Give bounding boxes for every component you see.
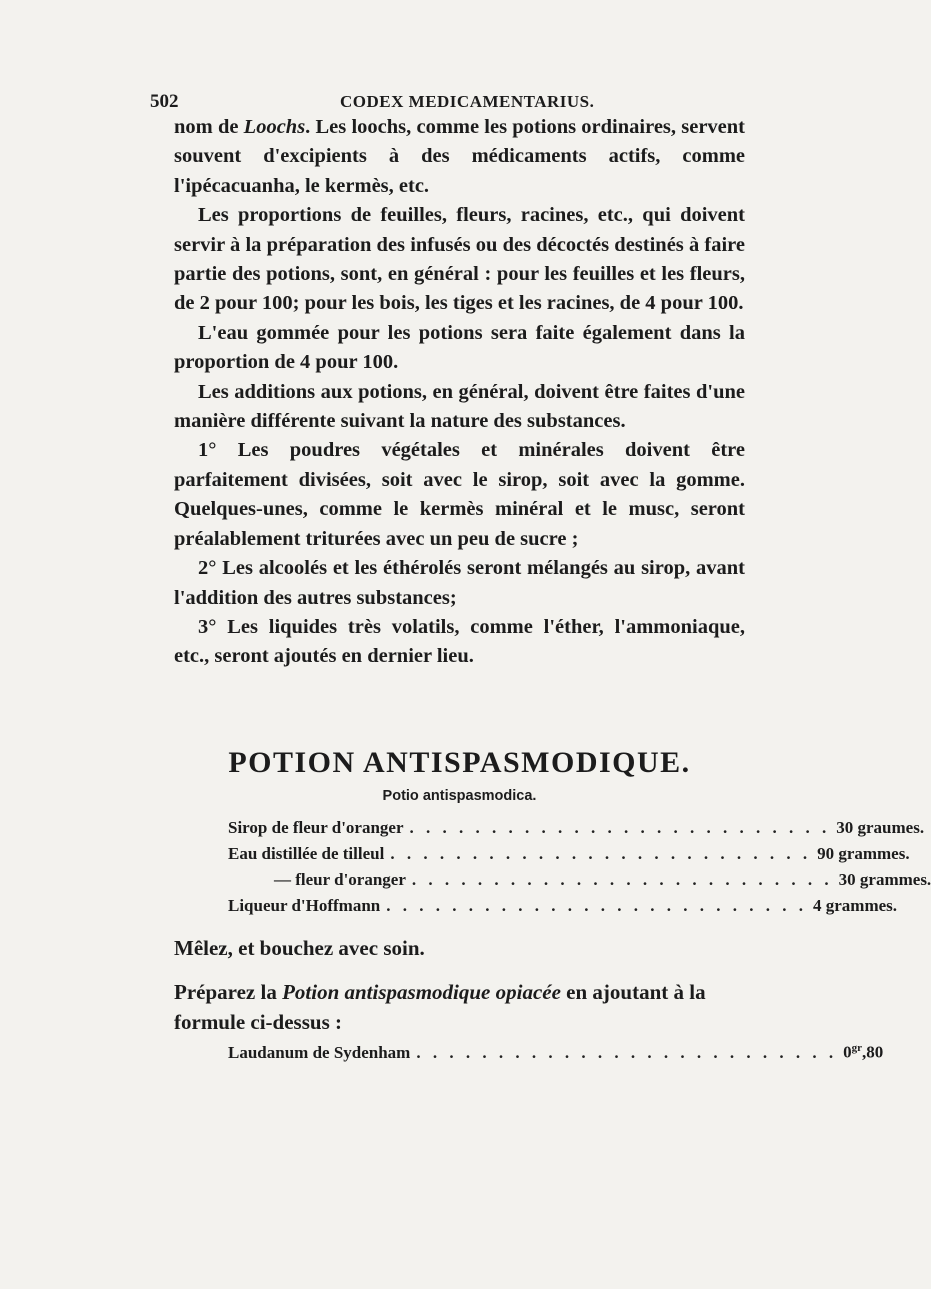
paragraph-text: . Les loochs, comme les potions ordinaires, servent souvent d'excipients à des médicaments actifs, comme l'ipécacuanha, le kermès, etc.: [174, 116, 746, 197]
leader-dots: . . . . . . . . . . . . . . . . . . . . . . . . . .: [390, 844, 812, 863]
ingredient-name: Sirop de fleur d'oranger: [228, 818, 404, 837]
recipe-latin-title: Potio antispasmodica.: [382, 788, 537, 804]
paragraph-eau-gommee: L'eau gommée pour les potions sera faite également dans la proportion de 4 pour 100.: [174, 321, 745, 374]
laudanum-row-wrapper: [228, 1042, 884, 1068]
paragraph-text: nom de: [174, 116, 244, 138]
ingredient-quantity: 30 grammes.: [838, 870, 931, 889]
formula-row: [228, 1042, 884, 1068]
paragraph-rule-2: 2° Les alcoolés et les éthérolés seront mélangés au sirop, avant l'addition des autres substances;: [174, 557, 745, 609]
ingredient-name: Liqueur d'Hoffmann: [228, 896, 381, 915]
paragraph-rule-3: 3° Les liquides très volatils, comme l'éther, l'ammoniaque, etc., seront ajoutés en dernier lieu.: [174, 615, 745, 668]
leader-dots: . . . . . . . . . . . . . . . . . . . . . . . . . .: [416, 1042, 838, 1062]
ingredient-quantity: 90 grammes.: [817, 844, 910, 863]
ingredient-quantity: [843, 1042, 883, 1063]
running-title: CODEX MEDICAMENTARIUS.: [340, 92, 595, 111]
quantity-unit: gr: [851, 1042, 862, 1054]
page-number: 502: [150, 91, 179, 112]
instruction-variant: [174, 977, 745, 1037]
leader-dots: . . . . . . . . . . . . . . . . . . . . . . . . . .: [386, 896, 808, 915]
leader-dots: . . . . . . . . . . . . . . . . . . . . . . . . . .: [409, 818, 831, 837]
recipe-title-block: [174, 746, 745, 804]
instruction-mix: Mêlez, et bouchez avec soin.: [174, 936, 425, 960]
ingredient-name: Eau distillée de tilleul: [228, 844, 385, 863]
formula-row: [228, 818, 925, 844]
quantity-value: 0: [843, 1042, 852, 1062]
formula-row: [228, 844, 910, 870]
formula-row: [228, 870, 931, 896]
ingredient-name: Laudanum de Sydenham: [228, 1042, 411, 1062]
ingredient-name: — fleur d'oranger: [274, 870, 406, 889]
paragraph-additions: Les additions aux potions, en général, doivent être faites d'une manière différente suivant la nature des substances.: [174, 380, 745, 433]
instruction-text: Préparez la: [174, 980, 283, 1004]
paragraph-loochs: [174, 113, 745, 201]
body-text: [174, 113, 745, 672]
instruction-emphasis: Potion antispasmodique opiacée: [282, 980, 561, 1004]
paragraph-rule-1: 1° Les poudres végétales et minérales doivent être parfaitement divisées, soit avec le sirop, soit avec la gomme. Quelques-unes, comme le kermès minéral et le musc, seront préalablement triturées avec un peu de sucre ;: [174, 439, 745, 550]
paragraph-proportions: Les proportions de feuilles, fleurs, racines, etc., qui doivent servir à la préparation des infusés ou des décoctés destinés à faire partie des potions, sont, en général : pour les feuilles et les fleurs, de 2 pour 100; pour les bois, les tiges et les racines, de 4 pour 100.: [174, 204, 745, 315]
instruction-text: en ajoutant à la formule ci-dessus :: [174, 980, 706, 1034]
recipe-title: POTION ANTISPASMODIQUE.: [228, 746, 691, 779]
paragraph-emphasis: Loochs: [243, 116, 306, 138]
formula-list: [228, 818, 931, 922]
quantity-value: ,80: [861, 1042, 884, 1062]
ingredient-quantity: 30 graumes.: [836, 818, 925, 837]
ingredient-quantity: 4 grammes.: [813, 896, 898, 915]
leader-dots: . . . . . . . . . . . . . . . . . . . . . . . . . .: [411, 870, 833, 889]
page-header: [150, 91, 750, 115]
formula-row: [228, 896, 898, 922]
